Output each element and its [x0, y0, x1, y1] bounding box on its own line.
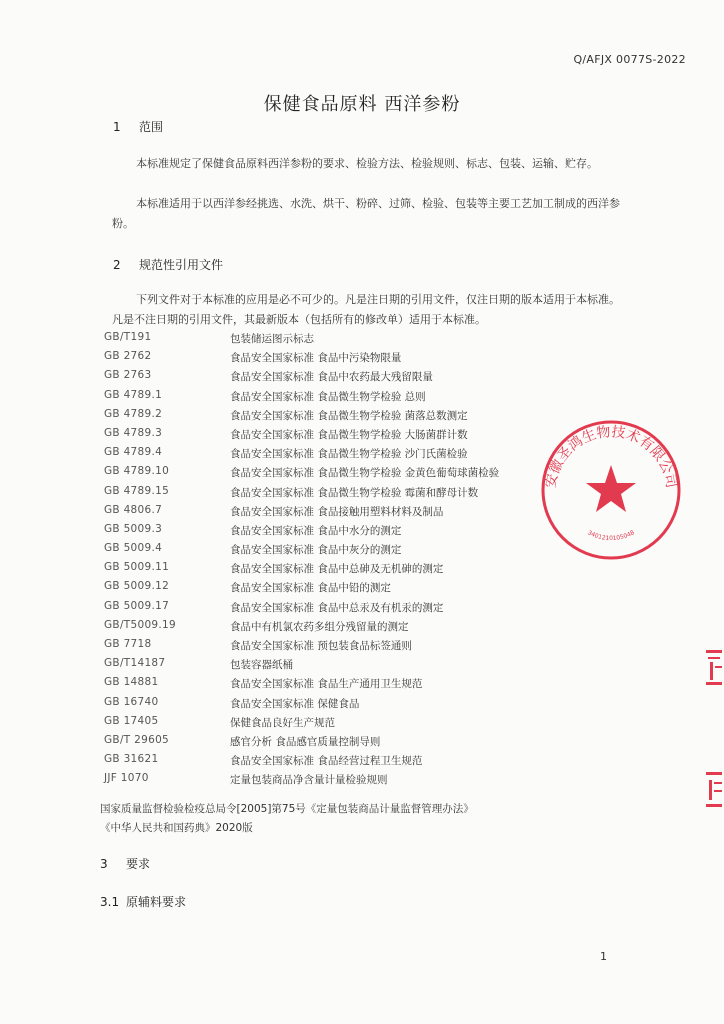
edge-stamp-mark-bottom — [702, 770, 724, 810]
reference-row — [104, 389, 624, 408]
document-title: 保健食品原料 西洋参粉 — [263, 94, 461, 115]
reference-row — [104, 734, 624, 753]
scope-paragraph-1: 本标准规定了保健食品原料西洋参粉的要求、检验方法、检验规则、标志、包装、运输、贮存。 — [136, 157, 598, 170]
reference-row — [104, 696, 624, 715]
reference-title: 包装容器纸桶 — [230, 659, 293, 672]
section-number: 2 — [113, 258, 121, 272]
section-title: 范围 — [139, 120, 164, 134]
reference-code: GB 2762 — [104, 350, 152, 363]
reference-code: GB 4789.4 — [104, 446, 163, 459]
reference-row — [104, 638, 624, 657]
seal-company-name: 安徽圣鸿生物技术有限公司 — [542, 424, 680, 490]
reference-title: 食品安全国家标准 食品接触用塑料材料及制品 — [230, 505, 444, 518]
reference-code: GB 5009.11 — [104, 561, 170, 574]
reference-title: 感官分析 食品感官质量控制导则 — [230, 735, 381, 748]
reference-row — [104, 331, 624, 350]
reference-code: GB 5009.17 — [104, 599, 170, 612]
reference-row — [104, 369, 624, 388]
section-title: 要求 — [126, 857, 151, 871]
reference-code: GB/T191 — [104, 331, 152, 343]
reference-code: GB 4789.1 — [104, 388, 163, 401]
reference-title: 食品安全国家标准 食品中水分的测定 — [230, 524, 402, 537]
reference-title: 食品安全国家标准 食品经营过程卫生规范 — [230, 755, 423, 768]
section-number: 1 — [113, 120, 121, 134]
scope-paragraph-2: 本标准适用于以西洋参经挑选、水洗、烘干、粉碎、过筛、检验、包装等主要工艺加工制成的西洋参粉。 — [112, 197, 620, 230]
reference-row — [104, 657, 624, 676]
reference-code: GB 5009.3 — [104, 522, 163, 535]
reference-title: 食品安全国家标准 食品中总汞及有机汞的测定 — [230, 601, 444, 614]
reference-code: GB 4789.10 — [104, 465, 170, 478]
reference-code: GB 7718 — [104, 638, 152, 650]
reference-code: GB 14881 — [104, 676, 159, 689]
section-2-heading — [113, 256, 223, 273]
section-1-heading — [113, 118, 163, 135]
seal-star-icon — [586, 465, 636, 512]
section-title: 规范性引用文件 — [139, 258, 224, 272]
reference-code: GB 5009.12 — [104, 580, 170, 593]
reference-row — [104, 600, 624, 619]
section-number: 3.1 — [100, 895, 120, 909]
references-intro: 下列文件对于本标准的应用是必不可少的。凡是注日期的引用文件，仅注日期的版本适用于本标准。凡是不注日期的引用文件，其最新版本（包括所有的修改单）适用于本标准。 — [112, 293, 620, 326]
section-number: 3 — [100, 857, 108, 871]
reference-row — [104, 580, 624, 599]
reference-extra-1: 国家质量监督检验检疫总局令[2005]第75号《定量包装商品计量监督管理办法》 — [100, 803, 474, 815]
reference-title: 食品安全国家标准 保健食品 — [230, 697, 360, 710]
edge-stamp-mark-top — [702, 648, 724, 688]
reference-title: 食品安全国家标准 食品中农药最大残留限量 — [230, 371, 433, 384]
reference-code: GB 31621 — [104, 753, 159, 766]
reference-code: GB/T 29605 — [104, 733, 170, 746]
reference-code: GB 4806.7 — [104, 503, 163, 516]
reference-code: GB 4789.3 — [104, 426, 163, 439]
seal-serial-number: 3401210105048 — [586, 529, 636, 543]
reference-extra-2: 《中华人民共和国药典》2020版 — [100, 822, 253, 834]
reference-title: 食品安全国家标准 食品生产通用卫生规范 — [230, 678, 423, 691]
reference-code: JJF 1070 — [104, 772, 149, 785]
reference-title: 食品中有机氯农药多组分残留量的测定 — [230, 620, 409, 633]
reference-code: GB 4789.2 — [104, 407, 163, 420]
reference-code: GB/T5009.19 — [104, 618, 177, 631]
reference-code: GB/T14187 — [104, 657, 166, 670]
reference-title: 食品安全国家标准 食品微生物学检验 大肠菌群计数 — [230, 428, 468, 441]
reference-title: 保健食品良好生产规范 — [230, 716, 335, 729]
reference-row — [104, 753, 624, 772]
reference-row — [104, 619, 624, 638]
page-number: 1 — [600, 950, 607, 963]
reference-code: GB 2763 — [104, 369, 152, 382]
svg-text:3401210105048 — [586, 529, 636, 542]
reference-title: 食品安全国家标准 食品微生物学检验 霉菌和酵母计数 — [230, 486, 479, 499]
reference-title: 食品安全国家标准 食品微生物学检验 菌落总数测定 — [230, 409, 468, 422]
reference-code: GB 16740 — [104, 695, 159, 708]
reference-title: 食品安全国家标准 食品中铅的测定 — [230, 582, 391, 595]
document-code: Q/AFJX 0077S-2022 — [573, 53, 686, 66]
reference-title: 食品安全国家标准 食品中总砷及无机砷的测定 — [230, 563, 444, 576]
reference-title: 定量包装商品净含量计量检验规则 — [230, 774, 388, 787]
reference-row — [104, 676, 624, 695]
section-3-heading — [100, 855, 150, 872]
section-3-1-heading — [100, 893, 186, 910]
reference-title: 食品安全国家标准 食品微生物学检验 沙门氏菌检验 — [230, 448, 468, 461]
reference-code: GB 17405 — [104, 714, 159, 727]
reference-title: 包装储运图示标志 — [230, 333, 314, 345]
reference-title: 食品安全国家标准 预包装食品标签通则 — [230, 640, 412, 652]
reference-row — [104, 715, 624, 734]
reference-title: 食品安全国家标准 食品中灰分的测定 — [230, 544, 402, 557]
reference-row — [104, 350, 624, 369]
reference-code: GB 5009.4 — [104, 542, 163, 555]
reference-row — [104, 772, 624, 791]
reference-title: 食品安全国家标准 食品微生物学检验 总则 — [230, 390, 426, 403]
section-title: 原辅料要求 — [126, 895, 187, 909]
company-seal-stamp — [536, 415, 686, 565]
reference-title: 食品安全国家标准 食品微生物学检验 金黄色葡萄球菌检验 — [230, 467, 500, 480]
reference-title: 食品安全国家标准 食品中污染物限量 — [230, 352, 402, 365]
reference-code: GB 4789.15 — [104, 484, 170, 497]
